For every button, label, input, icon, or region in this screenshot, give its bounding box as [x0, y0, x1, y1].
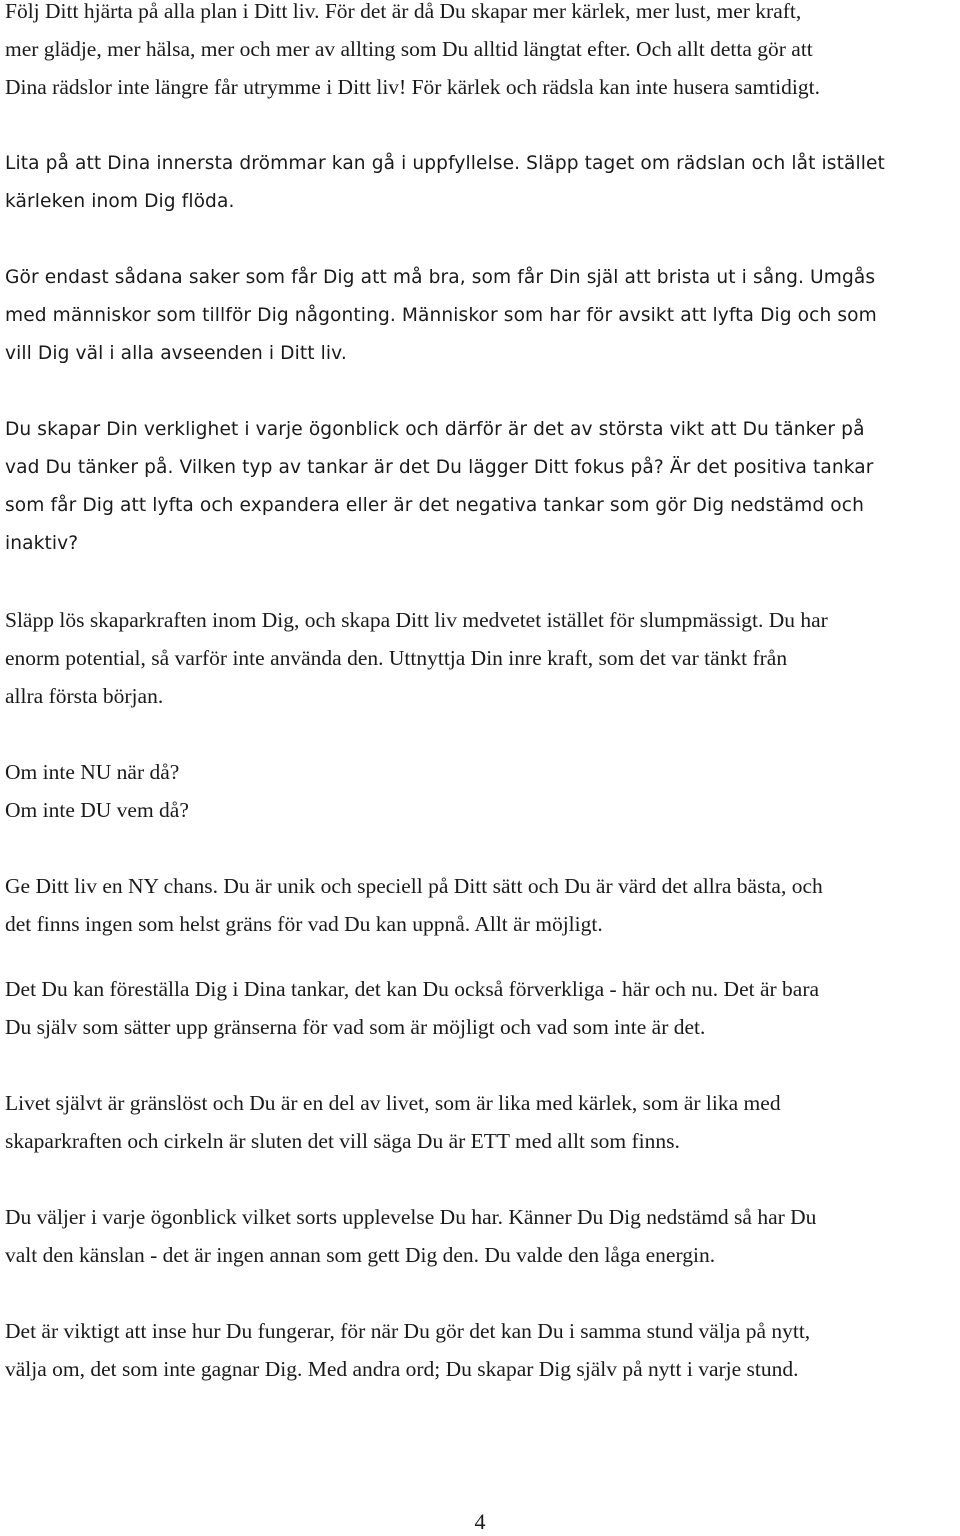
text-line: Dina rädslor inte längre får utrymme i Ditt liv! För kärlek och rädsla kan inte husera samtidigt. [5, 75, 820, 99]
text-line: Om inte DU vem då? [5, 798, 189, 822]
paragraph-2 [5, 145, 950, 221]
paragraph-9 [5, 1084, 950, 1160]
paragraph-5 [5, 601, 950, 715]
text-line: Du skapar Din verklighet i varje ögonblick och därför är det av största vikt att Du tänker på [5, 419, 865, 440]
text-line: det finns ingen som helst gräns för vad Du kan uppnå. Allt är möjligt. [5, 912, 603, 936]
paragraph-10 [5, 1198, 950, 1274]
text-line: Gör endast sådana saker som får Dig att må bra, som får Din själ att brista ut i sång. Umgås [5, 267, 876, 288]
text-line: inaktiv? [5, 533, 79, 554]
text-line: Du väljer i varje ögonblick vilket sorts upplevelse Du har. Känner Du Dig nedstämd så har Du [5, 1205, 817, 1229]
text-line: Släpp lös skaparkraften inom Dig, och skapa Ditt liv medvetet istället för slumpmässigt. Du har [5, 608, 828, 632]
text-line: välja om, det som inte gagnar Dig. Med andra ord; Du skapar Dig själv på nytt i varje stund. [5, 1357, 799, 1381]
text-line: med människor som tillför Dig någonting. Människor som har för avsikt att lyfta Dig och som [5, 305, 877, 326]
text-line: Ge Ditt liv en NY chans. Du är unik och speciell på Ditt sätt och Du är värd det allra bästa, och [5, 874, 823, 898]
text-line: vad Du tänker på. Vilken typ av tankar är det Du lägger Ditt fokus på? Är det positiva tankar [5, 457, 874, 478]
paragraph-8 [5, 970, 950, 1046]
paragraph-11 [5, 1312, 950, 1388]
text-line: valt den känslan - det är ingen annan som gett Dig den. Du valde den låga energin. [5, 1243, 716, 1267]
paragraph-7 [5, 867, 950, 943]
text-line: kärleken inom Dig flöda. [5, 191, 235, 212]
paragraph-3 [5, 259, 950, 373]
paragraph-1 [5, 0, 950, 106]
text-line: Lita på att Dina innersta drömmar kan gå i uppfyllelse. Släpp taget om rädslan och låt istället [5, 153, 885, 174]
text-line: vill Dig väl i alla avseenden i Ditt liv. [5, 343, 347, 364]
text-line: Om inte NU när då? [5, 760, 180, 784]
text-line: Det Du kan föreställa Dig i Dina tankar, det kan Du också förverkliga - här och nu. Det är bara [5, 977, 820, 1001]
text-line: skaparkraften och cirkeln är sluten det vill säga Du är ETT med allt som finns. [5, 1129, 680, 1153]
text-line: enorm potential, så varför inte använda den. Uttnyttja Din inre kraft, som det var tänkt från [5, 646, 788, 670]
text-line: mer glädje, mer hälsa, mer och mer av allting som Du alltid längtat efter. Och allt detta gör att [5, 37, 813, 61]
text-line: Du själv som sätter upp gränserna för vad som är möjligt och vad som inte är det. [5, 1015, 706, 1039]
text-line: allra första början. [5, 684, 164, 708]
text-line: som får Dig att lyfta och expandera eller är det negativa tankar som gör Dig nedstämd och [5, 495, 864, 516]
text-line: Följ Ditt hjärta på alla plan i Ditt liv. För det är då Du skapar mer kärlek, mer lust, mer kraft, [5, 0, 802, 23]
text-line: Det är viktigt att inse hur Du fungerar, för när Du gör det kan Du i samma stund välja på nytt, [5, 1319, 811, 1343]
page-number: 4 [474, 1509, 486, 1534]
text-line: Livet självt är gränslöst och Du är en del av livet, som är lika med kärlek, som är lika med [5, 1091, 781, 1115]
paragraph-6 [5, 753, 950, 829]
paragraph-4 [5, 411, 950, 563]
